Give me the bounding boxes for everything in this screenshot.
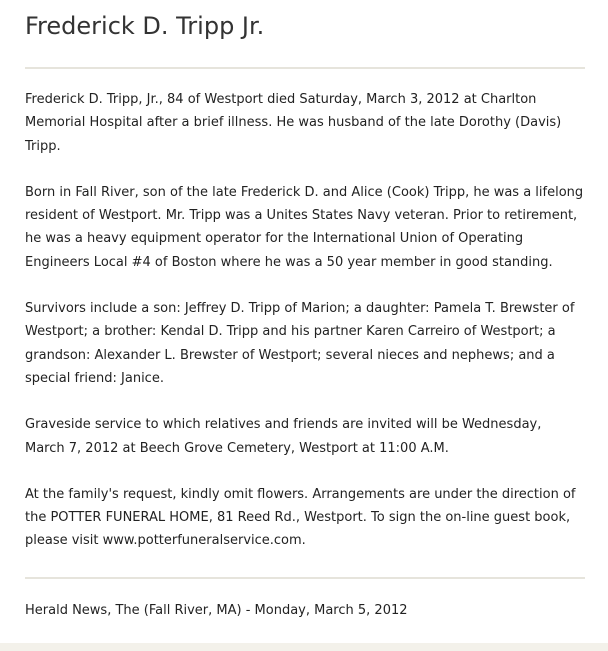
bottom-divider [25,577,585,579]
page-footer-strip [0,643,608,651]
obituary-paragraph-survivors: Survivors include a son: Jeffrey D. Tripp of Marion; a daughter: Pamela T. Brewster of Westport; a brother: Kendal D. Tripp and his partner Karen Carreiro of Westport; a grandson: Alexander L. Brewster of Westport; several nieces and nephews; and a special friend: Janice. [25,301,575,386]
obituary-paragraph-death-notice: Frederick D. Tripp, Jr., 84 of Westport died Saturday, March 3, 2012 at Charlton Memorial Hospital after a brief illness. He was husband of the late Dorothy (Davis) Tripp. [25,92,562,154]
obituary-paragraph-biography: Born in Fall River, son of the late Frederick D. and Alice (Cook) Tripp, he was a lifelong resident of Westport. Mr. Tripp was a Unites States Navy veteran. Prior to retirement, he was a heavy equipment operator for the International Union of Operating Engineers Local #4 of Boston where he was a 50 year member in good standing. [25,184,584,270]
obituary-body [25,88,585,576]
publication-source: Herald News, The (Fall River, MA) - Monday, March 5, 2012 [25,603,408,618]
obituary-paragraph-service: Graveside service to which relatives and friends are invited will be Wednesday, March 7, 2012 at Beech Grove Cemetery, Westport at 11:00 A.M. [25,417,542,456]
top-divider [25,67,585,69]
obituary-paragraph-arrangements: At the family's request, kindly omit flowers. Arrangements are under the direction of the POTTER FUNERAL HOME, 81 Reed Rd., Westport. To sign the on-line guest book, please visit www.potterfuneralservice.com. [25,486,576,549]
obituary-title: Frederick D. Tripp Jr. [25,12,265,40]
